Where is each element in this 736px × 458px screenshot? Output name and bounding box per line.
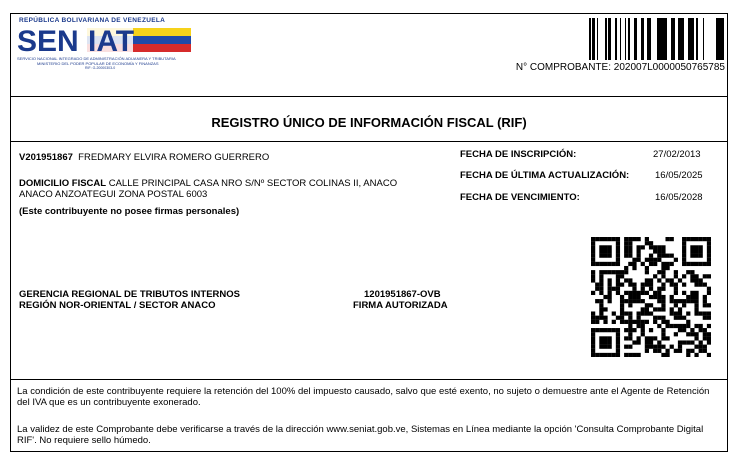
- taxpayer-name: FREDMARY ELVIRA ROMERO GUERRERO: [78, 152, 270, 163]
- address-value: CALLE PRINCIPAL CASA NRO S/Nº SECTOR COLINAS II, ANACO: [108, 178, 398, 189]
- divider: [11, 379, 727, 380]
- logo-subtext-1: SERVICIO NACIONAL INTEGRADO DE ADMINISTRACIÓN ADUANERA Y TRIBUTARIA: [17, 56, 176, 61]
- rif-number: V201951867: [19, 152, 73, 163]
- rif-document: [10, 13, 728, 452]
- date-label-inscripcion: FECHA DE INSCRIPCIÓN:: [460, 149, 577, 160]
- logo-subtext-3: RIF: G-20000303-0: [85, 66, 116, 70]
- signature-label: FIRMA AUTORIZADA: [353, 300, 448, 311]
- address-label: DOMICILIO FISCAL: [19, 178, 107, 189]
- taxpayer-line: [19, 152, 269, 163]
- date-label-vencimiento: FECHA DE VENCIMIENTO:: [460, 192, 580, 203]
- address-line-2: ANACO ANZOATEGUI ZONA POSTAL 6003: [19, 189, 208, 200]
- qr-code-icon: [591, 237, 711, 357]
- signature-note: (Este contribuyente no posee firmas personales): [19, 206, 240, 217]
- divider: [11, 141, 727, 142]
- page-title: REGISTRO ÚNICO DE INFORMACIÓN FISCAL (RIF): [211, 115, 527, 130]
- logo-subtext-2: MINISTERIO DEL PODER POPULAR DE ECONOMÍA Y FINANZAS: [37, 61, 159, 66]
- address-line-1: [19, 178, 397, 189]
- logo-top-text: REPÚBLICA BOLIVARIANA DE VENEZUELA: [19, 17, 166, 24]
- office-line-2: REGIÓN NOR-ORIENTAL / SECTOR ANACO: [19, 300, 216, 311]
- date-value-inscripcion: 27/02/2013: [653, 149, 701, 160]
- seniat-logo: [17, 24, 193, 56]
- office-line-1: GERENCIA REGIONAL DE TRIBUTOS INTERNOS: [19, 289, 240, 300]
- logo-letters-sen: SEN: [17, 25, 79, 56]
- footer-paragraph-1: La condición de este contribuyente requiere la retención del 100% del impuesto causado, salvo que esté exento, no sujeto o demuestre ante el Agente de Retención del IVA que es un contribuyente exonerado.: [17, 386, 710, 408]
- date-label-actualizacion: FECHA DE ÚLTIMA ACTUALIZACIÓN:: [460, 170, 630, 181]
- comprobante-number: N° COMPROBANTE: 202007L0000050765785: [515, 62, 725, 73]
- barcode-icon: [589, 18, 725, 60]
- date-value-vencimiento: 16/05/2028: [655, 192, 703, 203]
- footer-paragraph-2: La validez de este Comprobante debe verificarse a través de la dirección www.seniat.gob.ve, Sistemas en Línea mediante la opción 'Consulta Comprobante Digital RIF'. No requiere sello húmedo.: [17, 424, 704, 446]
- signature-code: 1201951867-OVB: [364, 289, 441, 300]
- divider: [11, 96, 727, 97]
- date-value-actualizacion: 16/05/2025: [655, 170, 703, 181]
- logo-letters-iat: IAT: [88, 25, 135, 56]
